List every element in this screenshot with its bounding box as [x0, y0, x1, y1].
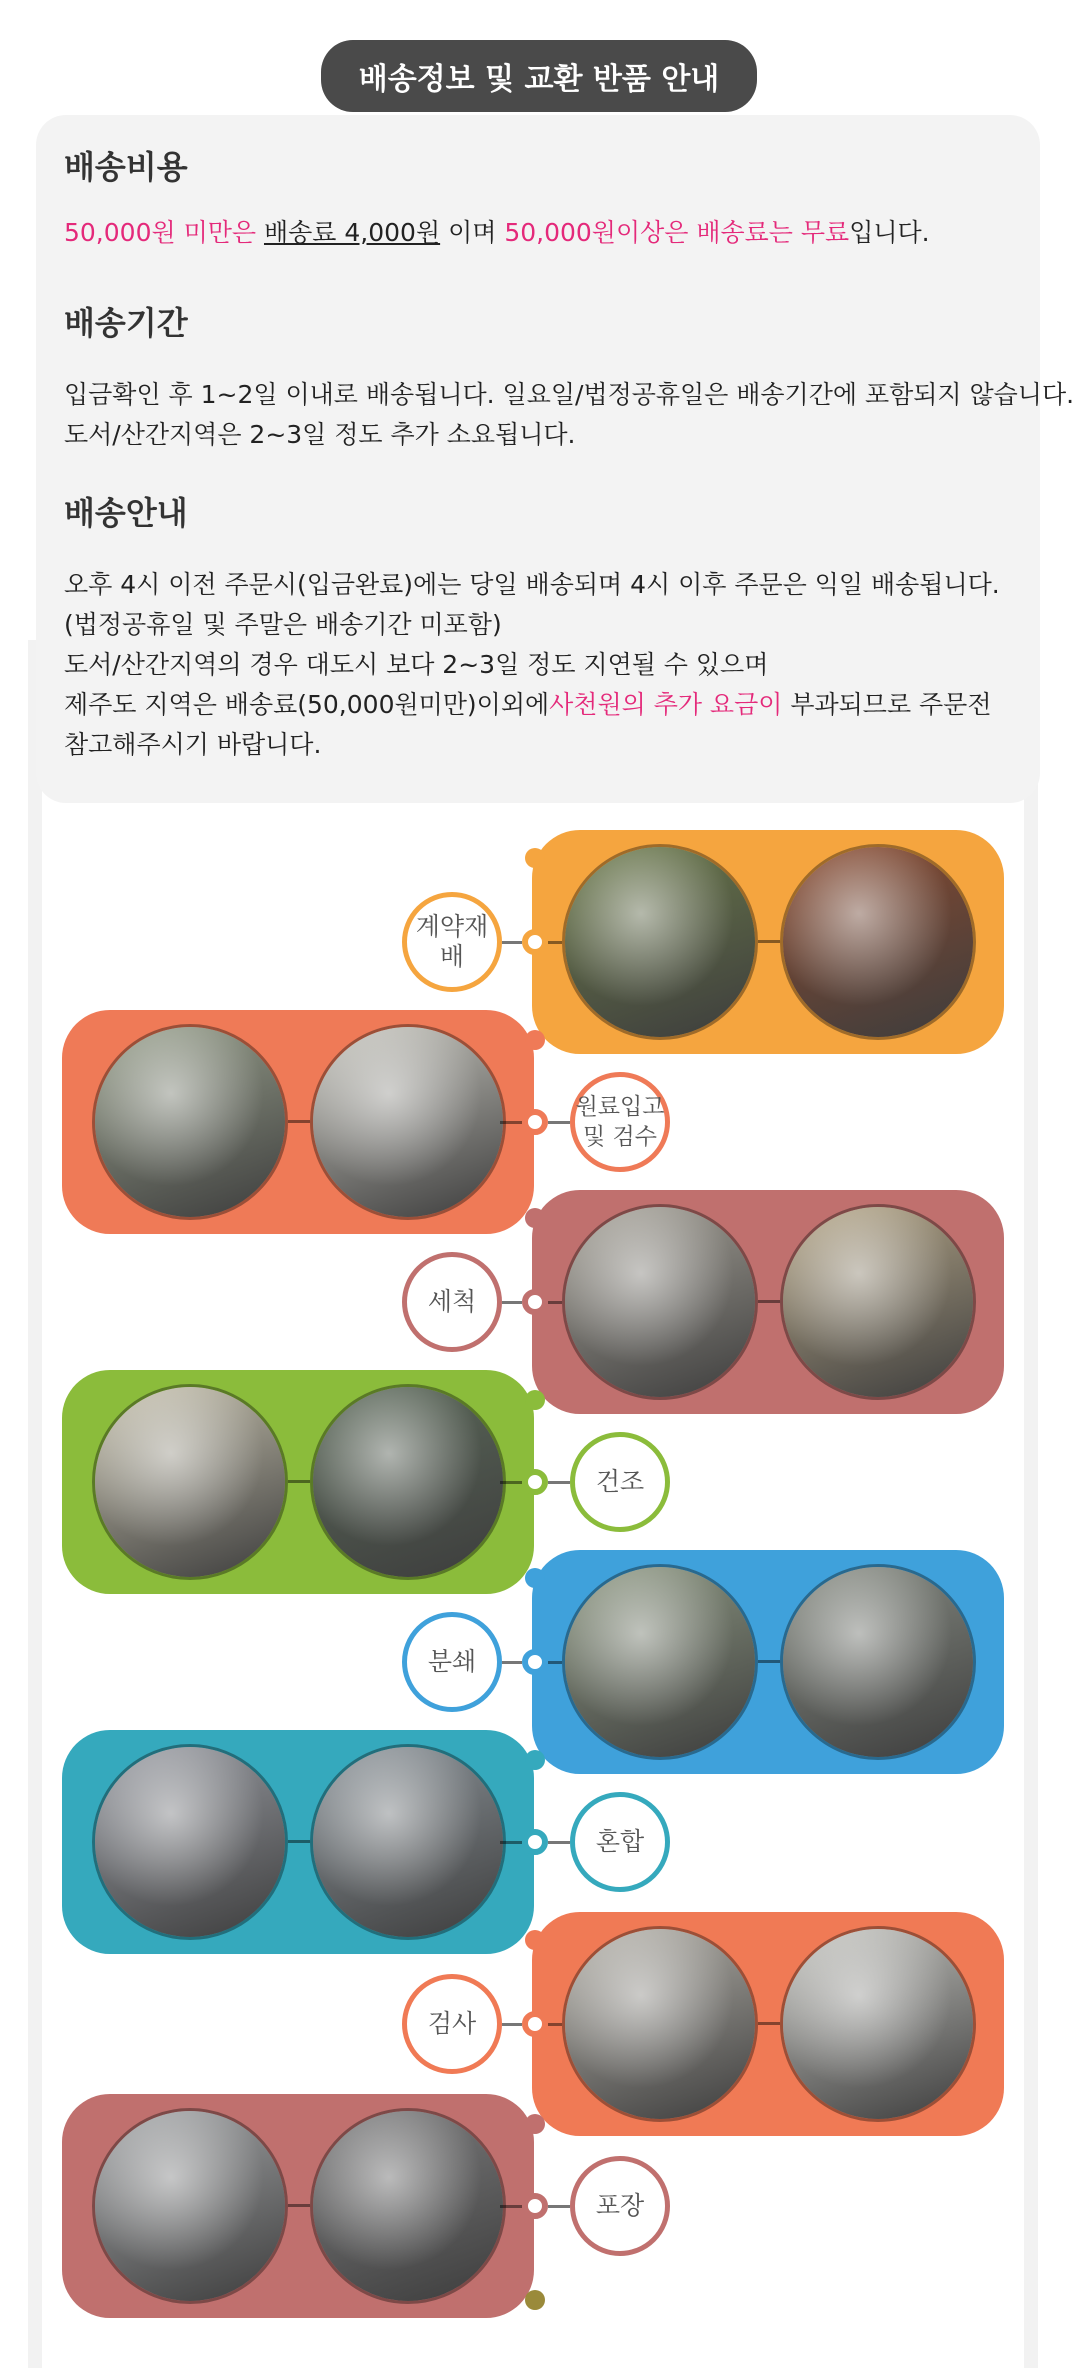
- drying-tray-photo: [92, 1384, 288, 1580]
- mill-operator-photo: [780, 1564, 976, 1760]
- page-title: 배송정보 및 교환 반품 안내: [321, 40, 758, 112]
- mixer-operator-photo: [310, 1744, 506, 1940]
- period-line-2: 도서/산간지역은 2~3일 정도 추가 소요됩니다.: [64, 420, 576, 449]
- spine-bead: [525, 848, 545, 868]
- connector-line: [502, 941, 522, 944]
- step-label: 혼합: [570, 1792, 670, 1892]
- connector-line: [502, 1661, 522, 1664]
- mixing-tank-photo: [92, 1744, 288, 1940]
- connector-line: [548, 1481, 570, 1484]
- cost-fee: 배송료 4,000원: [263, 218, 441, 247]
- spine-bead: [525, 1030, 545, 1050]
- lab-test-photo: [562, 1926, 758, 2122]
- process-panel-5: [532, 1550, 1004, 1774]
- connector-line: [548, 1661, 562, 1664]
- connector-line: [502, 2023, 522, 2026]
- cost-end: 입니다.: [849, 218, 930, 247]
- step-label: 건조: [570, 1432, 670, 1532]
- step-node: [522, 1109, 548, 1135]
- guide-title: 배송안내: [64, 494, 188, 532]
- shipping-info-card: [36, 115, 1075, 803]
- guide-line-3: 도서/산간지역의 경우 대도시 보다 2~3일 정도 지연될 수 있으며: [64, 650, 769, 679]
- red-pepper-drying-photo: [780, 844, 976, 1040]
- guide-line-4: [64, 685, 1012, 725]
- process-panel-8: [62, 2094, 534, 2318]
- connector-line: [500, 2205, 522, 2208]
- connector-line: [548, 2205, 570, 2208]
- process-panel-7: [532, 1912, 1004, 2136]
- step-node: [522, 1829, 548, 1855]
- guide-line-1: 오후 4시 이전 주문시(입금완료)에는 당일 배송되며 4시 이후 주문은 익일 배송됩니다.: [64, 570, 1000, 599]
- step-node: [522, 2193, 548, 2219]
- guide-line-4a: 제주도 지역은 배송료(50,000원미만)이외에: [64, 690, 550, 719]
- connector-line: [500, 1841, 522, 1844]
- packaging-line-photo: [92, 2108, 288, 2304]
- spine-bead: [525, 1750, 545, 1770]
- packing-machine-photo: [310, 2108, 506, 2304]
- step-node: [522, 1289, 548, 1315]
- step-node: [522, 2011, 548, 2037]
- connector-line: [502, 1301, 522, 1304]
- connector-line: [500, 1481, 522, 1484]
- guide-extra-fee: 사천원의 추가 요금이: [549, 690, 783, 719]
- process-panel-6: [62, 1730, 534, 1954]
- connector-line: [548, 1121, 570, 1124]
- step-node: [522, 1649, 548, 1675]
- connector-line: [548, 1301, 562, 1304]
- process-panel-2: [62, 1010, 534, 1234]
- step-node: [522, 929, 548, 955]
- period-line-1: 입금확인 후 1~2일 이내로 배송됩니다. 일요일/법정공휴일은 배송기간에 포함되지 않습니다.: [64, 380, 1075, 409]
- header: [0, 40, 1078, 112]
- cost-text: [64, 213, 1012, 253]
- grain-photo: [780, 1204, 976, 1400]
- connector-line: [548, 1841, 570, 1844]
- washing-photo: [562, 1204, 758, 1400]
- spine-bead: [525, 2114, 545, 2134]
- guide-line-2: (법정공휴일 및 주말은 배송기간 미포함): [64, 610, 502, 639]
- spine-bead: [525, 1390, 545, 1410]
- material-sacks-photo: [92, 1024, 288, 1220]
- step-label: 포장: [570, 2156, 670, 2256]
- cost-title: 배송비용: [64, 148, 188, 186]
- drying-room-photo: [310, 1384, 506, 1580]
- field-visit-photo: [562, 844, 758, 1040]
- step-label: 분쇄: [402, 1612, 502, 1712]
- lab-sample-photo: [780, 1926, 976, 2122]
- step-label: 세척: [402, 1252, 502, 1352]
- cost-under: 50,000원 미만은: [64, 218, 257, 247]
- process-panel-3: [532, 1190, 1004, 1414]
- step-label: 원료입고 및 검수: [570, 1072, 670, 1172]
- period-title: 배송기간: [64, 304, 188, 342]
- guide-line-4c: 부과되므로 주문전: [782, 690, 992, 719]
- step-label: 계약재배: [402, 892, 502, 992]
- grinding-machine-photo: [562, 1564, 758, 1760]
- spine-bead: [525, 1208, 545, 1228]
- connector-line: [500, 1121, 522, 1124]
- spine-bead: [525, 2290, 545, 2310]
- process-panel-1: [532, 830, 1004, 1054]
- connector-line: [548, 2023, 562, 2026]
- inspection-photo: [310, 1024, 506, 1220]
- cost-conj: 이며: [448, 218, 497, 247]
- connector-line: [548, 941, 562, 944]
- spine-bead: [525, 1568, 545, 1588]
- guide-line-5: 참고해주시기 바랍니다.: [64, 730, 322, 759]
- cost-free: 50,000원이상은 배송료는 무료: [504, 218, 850, 247]
- spine-bead: [525, 1930, 545, 1950]
- step-node: [522, 1469, 548, 1495]
- step-label: 검사: [402, 1974, 502, 2074]
- process-panel-4: [62, 1370, 534, 1594]
